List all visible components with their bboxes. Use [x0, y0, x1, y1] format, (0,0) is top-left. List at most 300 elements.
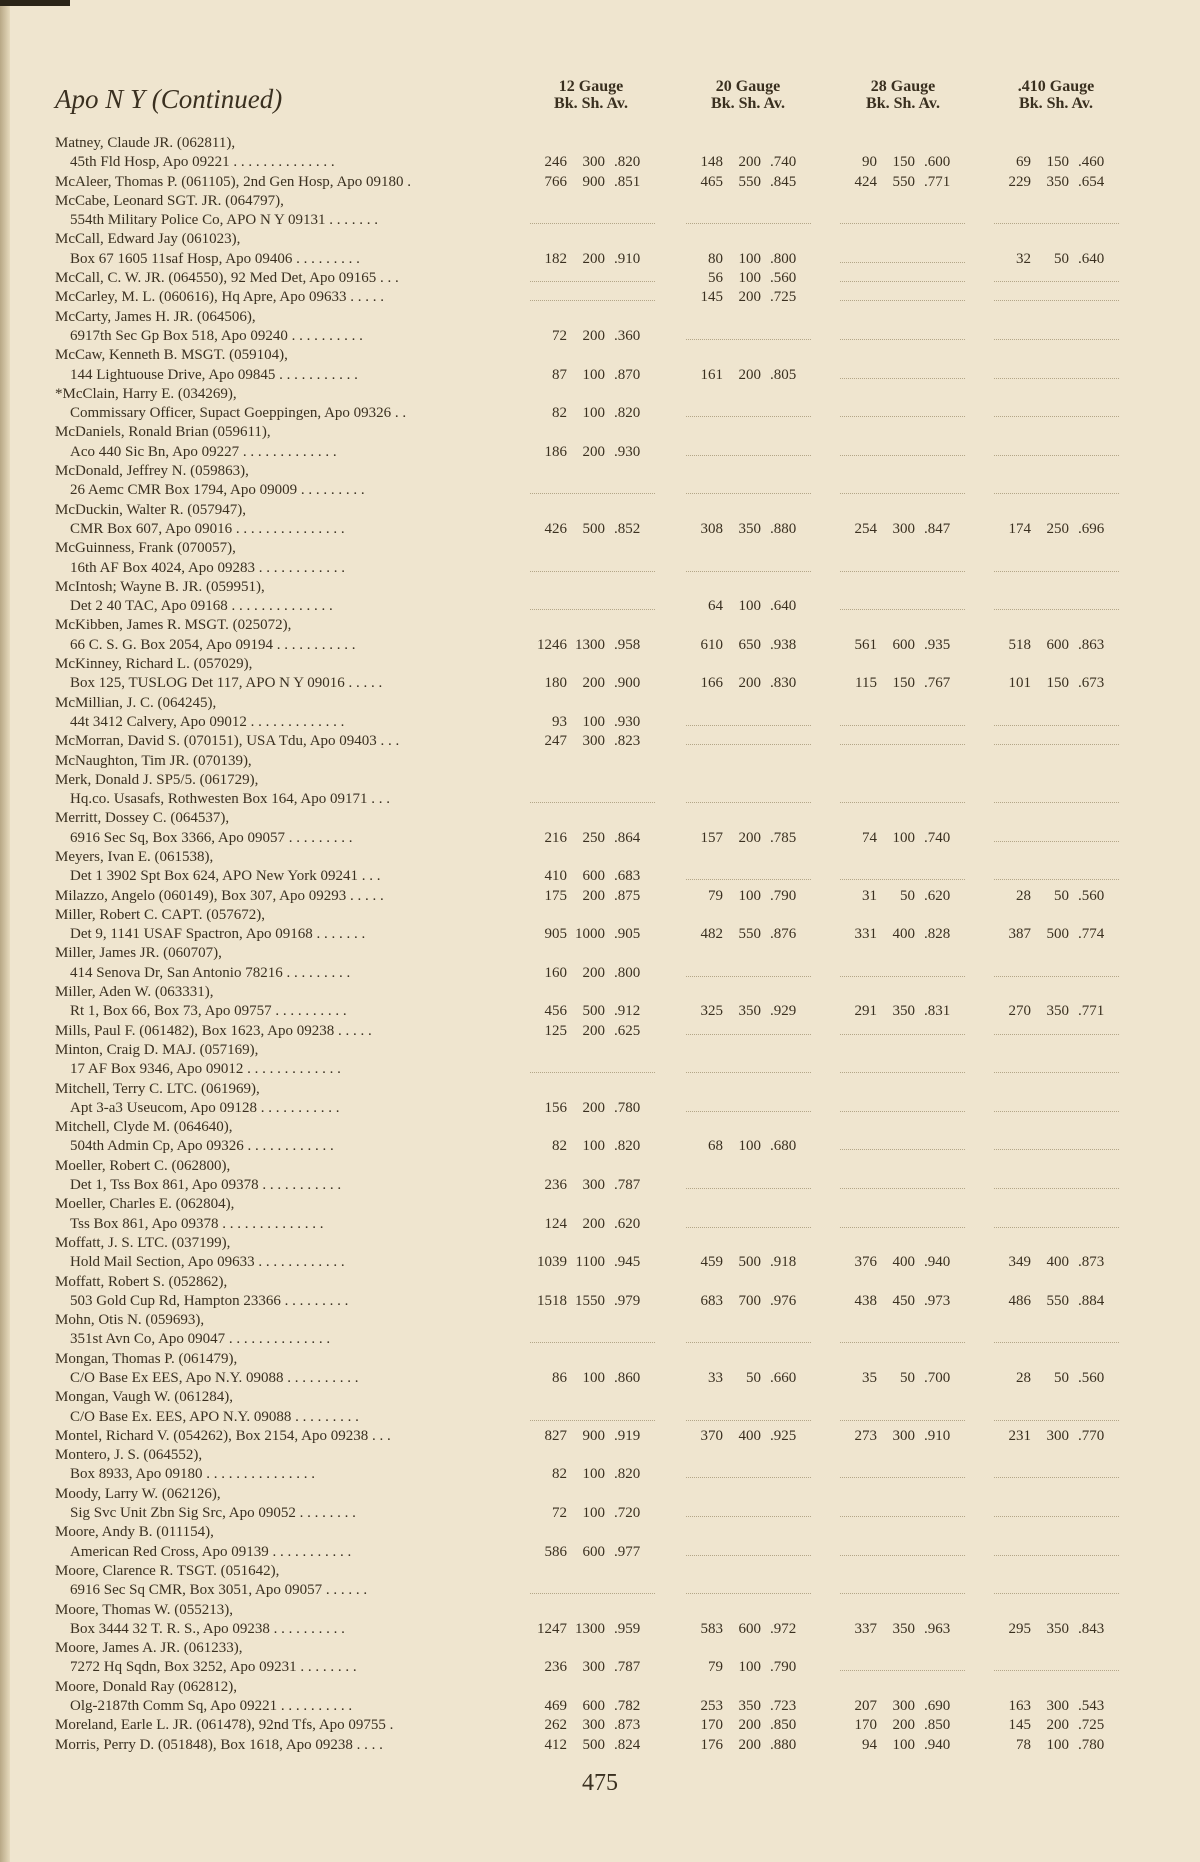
score-cell — [686, 636, 811, 655]
average-value: .723 — [770, 1698, 797, 1715]
broken-count: 273 — [854, 1427, 877, 1444]
score-cell — [840, 1736, 965, 1755]
listing-row — [0, 1388, 1200, 1407]
shot-count: 200 — [738, 829, 761, 846]
broken-count: 145 — [700, 289, 723, 306]
average-value: .972 — [770, 1620, 797, 1637]
score-cell — [840, 829, 965, 848]
score-cell — [530, 925, 655, 944]
score-cell — [686, 1292, 811, 1311]
entry-text: McCabe, Leonard SGT. JR. (064797), — [55, 192, 284, 209]
score-cell — [840, 887, 965, 906]
entry-text: CMR Box 607, Apo 09016 . . . . . . . . . . . . . . . — [70, 520, 345, 537]
broken-count: 170 — [700, 1717, 723, 1734]
listing-row — [0, 404, 1200, 423]
empty-score-cell — [994, 559, 1119, 572]
listing-row — [0, 597, 1200, 616]
average-value: .800 — [614, 964, 641, 981]
shot-count: 200 — [1046, 1717, 1069, 1734]
empty-score-cell — [994, 443, 1119, 456]
broken-count: 216 — [544, 829, 567, 846]
average-value: .945 — [614, 1254, 641, 1271]
average-value: .880 — [770, 520, 797, 537]
listing-row — [0, 1022, 1200, 1041]
average-value: .767 — [924, 675, 951, 692]
broken-count: 90 — [862, 154, 877, 171]
empty-score-cell — [686, 1465, 811, 1478]
listing-row — [0, 848, 1200, 867]
empty-score-cell — [686, 713, 811, 726]
listing-row — [0, 134, 1200, 153]
score-cell — [994, 1002, 1119, 1021]
gauge-header-28 — [838, 78, 968, 112]
empty-score-cell — [840, 1137, 965, 1150]
shot-count: 350 — [1046, 173, 1069, 190]
entry-text: Hold Mail Section, Apo 09633 . . . . . . . . . . . . — [70, 1254, 345, 1271]
page-corner-mark — [0, 0, 70, 6]
empty-score-cell — [530, 288, 655, 301]
entry-text: Mitchell, Terry C. LTC. (061969), — [55, 1080, 260, 1097]
score-cell — [994, 887, 1119, 906]
average-value: .875 — [614, 887, 641, 904]
broken-count: 683 — [700, 1292, 723, 1309]
entry-text: Moeller, Charles E. (062804), — [55, 1196, 235, 1213]
score-cell — [994, 173, 1119, 192]
score-cell — [530, 153, 655, 172]
score-cell — [686, 1716, 811, 1735]
empty-score-cell — [994, 211, 1119, 224]
average-value: .843 — [1078, 1620, 1105, 1637]
empty-score-cell — [994, 713, 1119, 726]
score-cell — [994, 1716, 1119, 1735]
average-value: .725 — [1078, 1717, 1105, 1734]
listing-row — [0, 1716, 1200, 1735]
shot-count: 450 — [892, 1292, 915, 1309]
broken-count: 1247 — [537, 1620, 567, 1637]
entry-text: Olg-2187th Comm Sq, Apo 09221 . . . . . . . . . . — [70, 1698, 353, 1715]
empty-score-cell — [840, 1330, 965, 1343]
shot-count: 500 — [582, 1003, 605, 1020]
entry-text: Minton, Craig D. MAJ. (057169), — [55, 1041, 259, 1058]
empty-score-cell — [994, 1215, 1119, 1228]
broken-count: 82 — [552, 1466, 567, 1483]
entry-text: McDuckin, Walter R. (057947), — [55, 501, 246, 518]
broken-count: 295 — [1008, 1620, 1031, 1637]
broken-count: 124 — [544, 1215, 567, 1232]
broken-count: 82 — [552, 405, 567, 422]
broken-count: 101 — [1008, 675, 1031, 692]
listing-row — [0, 1311, 1200, 1330]
entry-text: McCarty, James H. JR. (064506), — [55, 308, 256, 325]
shot-count: 1550 — [575, 1292, 605, 1309]
shot-count: 200 — [582, 443, 605, 460]
broken-count: 186 — [544, 443, 567, 460]
score-cell — [530, 1099, 655, 1118]
shot-count: 550 — [1046, 1292, 1069, 1309]
shot-count: 600 — [1046, 636, 1069, 653]
empty-score-cell — [994, 1408, 1119, 1421]
entry-text: Moody, Larry W. (062126), — [55, 1485, 221, 1502]
listing-row — [0, 1581, 1200, 1600]
shot-count: 50 — [1054, 887, 1069, 904]
shot-count: 300 — [582, 154, 605, 171]
shot-count: 400 — [892, 1254, 915, 1271]
score-cell — [686, 1736, 811, 1755]
entry-text: Det 1 3902 Spt Box 624, APO New York 09241 . . . — [70, 868, 381, 885]
average-value: .912 — [614, 1003, 641, 1020]
listing-row — [0, 346, 1200, 365]
average-value: .860 — [614, 1370, 641, 1386]
score-cell — [686, 1369, 811, 1388]
average-value: .774 — [1078, 926, 1105, 943]
average-value: .625 — [614, 1022, 641, 1039]
shot-count: 100 — [582, 713, 605, 730]
broken-count: 1246 — [537, 636, 567, 653]
entry-text: McAleer, Thomas P. (061105), 2nd Gen Hosp, Apo 09180 . — [55, 173, 412, 190]
score-cell — [840, 1292, 965, 1311]
shot-count: 150 — [892, 154, 915, 171]
listing-row — [0, 153, 1200, 172]
listing-row — [0, 1234, 1200, 1253]
shot-count: 200 — [582, 250, 605, 267]
broken-count: 68 — [708, 1138, 723, 1155]
broken-count: 610 — [700, 636, 723, 653]
empty-score-cell — [686, 867, 811, 880]
average-value: .830 — [770, 675, 797, 692]
gauge-header-sub: Bk. Sh. Av. — [866, 95, 940, 112]
broken-count: 426 — [544, 520, 567, 537]
average-value: .690 — [924, 1698, 951, 1715]
empty-score-cell — [686, 327, 811, 340]
average-value: .847 — [924, 520, 951, 537]
entry-text: C/O Base Ex. EES, APO N.Y. 09088 . . . . . . . . . — [70, 1408, 359, 1425]
average-value: .696 — [1078, 520, 1105, 537]
entry-text: Commissary Officer, Supact Goeppingen, Apo 09326 . . — [70, 405, 407, 422]
empty-score-cell — [530, 1330, 655, 1343]
entry-text: 6916 Sec Sq CMR, Box 3051, Apo 09057 . . . . . . — [70, 1582, 368, 1599]
score-cell — [686, 887, 811, 906]
shot-count: 600 — [582, 1543, 605, 1560]
listing-row — [0, 655, 1200, 674]
average-value: .820 — [614, 154, 641, 171]
entry-text: Box 3444 32 T. R. S., Apo 09238 . . . . . . . . . . — [70, 1620, 345, 1637]
average-value: .831 — [924, 1003, 951, 1020]
shot-count: 700 — [738, 1292, 761, 1309]
shot-count: 300 — [1046, 1427, 1069, 1444]
average-value: .640 — [1078, 250, 1105, 267]
average-value: .870 — [614, 366, 641, 383]
score-cell — [530, 250, 655, 269]
listing-row — [0, 1215, 1200, 1234]
score-cell — [530, 1716, 655, 1735]
empty-score-cell — [686, 559, 811, 572]
score-cell — [994, 520, 1119, 539]
empty-score-cell — [994, 732, 1119, 745]
empty-score-cell — [840, 1215, 965, 1228]
entry-text: Mitchell, Clyde M. (064640), — [55, 1119, 233, 1136]
entry-text: Sig Svc Unit Zbn Sig Src, Apo 09052 . . . . . . . . — [70, 1505, 356, 1522]
shot-count: 350 — [1046, 1620, 1069, 1637]
broken-count: 82 — [552, 1138, 567, 1155]
shot-count: 550 — [738, 173, 761, 190]
broken-count: 35 — [862, 1370, 877, 1386]
average-value: .958 — [614, 636, 641, 653]
broken-count: 160 — [544, 964, 567, 981]
average-value: .640 — [770, 598, 797, 615]
entry-text: McMillian, J. C. (064245), — [55, 694, 217, 711]
listing-row — [0, 1195, 1200, 1214]
average-value: .673 — [1078, 675, 1105, 692]
score-cell — [530, 964, 655, 983]
listing-row — [0, 867, 1200, 886]
shot-count: 100 — [892, 1736, 915, 1753]
average-value: .560 — [1078, 1370, 1105, 1386]
broken-count: 586 — [544, 1543, 567, 1560]
broken-count: 370 — [700, 1427, 723, 1444]
empty-score-cell — [994, 1060, 1119, 1073]
page-title: Apo N Y (Continued) — [55, 84, 283, 114]
gauge-header-sub: Bk. Sh. Av. — [1019, 95, 1093, 112]
average-value: .852 — [614, 520, 641, 537]
broken-count: 270 — [1008, 1003, 1031, 1020]
score-cell — [686, 925, 811, 944]
empty-score-cell — [840, 1022, 965, 1035]
empty-score-cell — [840, 597, 965, 610]
average-value: .850 — [924, 1717, 951, 1734]
broken-count: 766 — [544, 173, 567, 190]
listing-row — [0, 1427, 1200, 1446]
entry-text: Mohn, Otis N. (059693), — [55, 1312, 205, 1329]
broken-count: 518 — [1008, 636, 1031, 653]
shot-count: 650 — [738, 636, 761, 653]
score-cell — [686, 597, 811, 616]
score-cell — [530, 1427, 655, 1446]
broken-count: 262 — [544, 1717, 567, 1734]
shot-count: 300 — [582, 1177, 605, 1194]
entry-text: Mills, Paul F. (061482), Box 1623, Apo 09238 . . . . . — [55, 1022, 372, 1039]
shot-count: 100 — [738, 887, 761, 904]
shot-count: 100 — [738, 1659, 761, 1676]
broken-count: 33 — [708, 1370, 723, 1386]
empty-score-cell — [686, 443, 811, 456]
entry-text: 7272 Hq Sqdn, Box 3252, Apo 09231 . . . . . . . . — [70, 1659, 357, 1676]
listing-row — [0, 481, 1200, 500]
entry-text: Moore, James A. JR. (061233), — [55, 1640, 243, 1657]
average-value: .940 — [924, 1736, 951, 1753]
listing-row — [0, 771, 1200, 790]
score-cell — [840, 1620, 965, 1639]
listing-row — [0, 308, 1200, 327]
entry-text: 351st Avn Co, Apo 09047 . . . . . . . . . . . . . . — [70, 1331, 331, 1348]
entry-text: 414 Senova Dr, San Antonio 78216 . . . . . . . . . — [70, 964, 351, 981]
entry-text: Moore, Clarence R. TSGT. (051642), — [55, 1562, 280, 1579]
shot-count: 1300 — [575, 636, 605, 653]
entry-text: Morris, Perry D. (051848), Box 1618, Apo 09238 . . . . — [55, 1736, 383, 1753]
listing-row — [0, 1504, 1200, 1523]
shot-count: 500 — [1046, 926, 1069, 943]
entry-text: Miller, James JR. (060707), — [55, 945, 222, 962]
broken-count: 412 — [544, 1736, 567, 1753]
average-value: .873 — [1078, 1254, 1105, 1271]
empty-score-cell — [530, 1408, 655, 1421]
shot-count: 100 — [738, 250, 761, 267]
entry-text: 144 Lightuouse Drive, Apo 09845 . . . . . . . . . . . — [70, 366, 358, 383]
average-value: .930 — [614, 443, 641, 460]
listing-row — [0, 790, 1200, 809]
empty-score-cell — [840, 288, 965, 301]
empty-score-cell — [840, 481, 965, 494]
gauge-header-name: .410 Gauge — [1017, 78, 1095, 95]
listing-row — [0, 1658, 1200, 1677]
score-cell — [686, 288, 811, 307]
average-value: .976 — [770, 1292, 797, 1309]
shot-count: 200 — [738, 154, 761, 171]
listing-row — [0, 1292, 1200, 1311]
score-cell — [994, 1620, 1119, 1639]
score-cell — [686, 1002, 811, 1021]
shot-count: 250 — [582, 829, 605, 846]
average-value: .820 — [614, 405, 641, 422]
empty-score-cell — [530, 211, 655, 224]
broken-count: 229 — [1008, 173, 1031, 190]
entry-text: Matney, Claude JR. (062811), — [55, 135, 236, 151]
broken-count: 163 — [1008, 1698, 1031, 1715]
empty-score-cell — [994, 1176, 1119, 1189]
empty-score-cell — [686, 1176, 811, 1189]
listing-row — [0, 983, 1200, 1002]
listing-row — [0, 578, 1200, 597]
gauge-header-name: 28 Gauge — [870, 78, 936, 95]
broken-count: 182 — [544, 250, 567, 267]
score-cell — [530, 674, 655, 693]
entry-text: McCaw, Kenneth B. MSGT. (059104), — [55, 347, 288, 364]
listing-row — [0, 1176, 1200, 1195]
listing-row — [0, 1157, 1200, 1176]
empty-score-cell — [530, 1060, 655, 1073]
broken-count: 827 — [544, 1427, 567, 1444]
empty-score-cell — [686, 1215, 811, 1228]
score-cell — [530, 887, 655, 906]
broken-count: 583 — [700, 1620, 723, 1637]
empty-score-cell — [994, 1658, 1119, 1671]
listing-row — [0, 616, 1200, 635]
score-cell — [994, 1253, 1119, 1272]
shot-count: 150 — [892, 675, 915, 692]
broken-count: 166 — [700, 675, 723, 692]
listing-row — [0, 925, 1200, 944]
average-value: .977 — [614, 1543, 641, 1560]
listing-row — [0, 964, 1200, 983]
average-value: .876 — [770, 926, 797, 943]
shot-count: 50 — [1054, 1370, 1069, 1386]
listing-row — [0, 1639, 1200, 1658]
shot-count: 150 — [1046, 154, 1069, 171]
broken-count: 175 — [544, 887, 567, 904]
broken-count: 86 — [552, 1370, 567, 1386]
broken-count: 180 — [544, 675, 567, 692]
listing-row — [0, 1002, 1200, 1021]
score-cell — [686, 1620, 811, 1639]
listing-row — [0, 385, 1200, 404]
average-value: .660 — [770, 1370, 797, 1386]
empty-score-cell — [686, 481, 811, 494]
empty-score-cell — [686, 790, 811, 803]
listing-row — [0, 250, 1200, 269]
score-cell — [530, 636, 655, 655]
empty-score-cell — [686, 404, 811, 417]
listing-row — [0, 1041, 1200, 1060]
entry-text: Montel, Richard V. (054262), Box 2154, Apo 09238 . . . — [55, 1427, 391, 1444]
broken-count: 156 — [544, 1099, 567, 1116]
listing-row — [0, 173, 1200, 192]
average-value: .740 — [924, 829, 951, 846]
score-cell — [530, 327, 655, 346]
empty-score-cell — [994, 1099, 1119, 1112]
shot-count: 1300 — [575, 1620, 605, 1637]
listing-row — [0, 539, 1200, 558]
shot-count: 400 — [738, 1427, 761, 1444]
entry-text: Moffatt, J. S. LTC. (037199), — [55, 1234, 231, 1251]
average-value: .460 — [1078, 154, 1105, 171]
score-cell — [840, 1369, 965, 1388]
empty-score-cell — [840, 1099, 965, 1112]
score-cell — [530, 404, 655, 423]
shot-count: 100 — [582, 1370, 605, 1386]
score-cell — [530, 443, 655, 462]
entry-text: *McClain, Harry E. (034269), — [55, 385, 237, 402]
score-cell — [530, 1369, 655, 1388]
empty-score-cell — [840, 559, 965, 572]
score-cell — [686, 1427, 811, 1446]
score-cell — [530, 829, 655, 848]
shot-count: 50 — [746, 1370, 761, 1386]
score-cell — [840, 674, 965, 693]
score-cell — [530, 1292, 655, 1311]
score-cell — [530, 1697, 655, 1716]
empty-score-cell — [994, 481, 1119, 494]
average-value: .360 — [614, 327, 641, 344]
shot-count: 200 — [582, 675, 605, 692]
average-value: .863 — [1078, 636, 1105, 653]
average-value: .620 — [924, 887, 951, 904]
shot-count: 100 — [738, 598, 761, 615]
entry-text: McKinney, Richard L. (057029), — [55, 656, 253, 673]
score-cell — [686, 829, 811, 848]
score-cell — [530, 173, 655, 192]
shot-count: 350 — [1046, 1003, 1069, 1020]
empty-score-cell — [530, 559, 655, 572]
empty-score-cell — [686, 1060, 811, 1073]
empty-score-cell — [840, 1658, 965, 1671]
average-value: .959 — [614, 1620, 641, 1637]
entry-text: Moore, Thomas W. (055213), — [55, 1601, 234, 1618]
broken-count: 115 — [855, 675, 877, 692]
average-value: .900 — [614, 675, 641, 692]
entry-text: McCall, Edward Jay (061023), — [55, 231, 241, 248]
broken-count: 174 — [1008, 520, 1031, 537]
broken-count: 28 — [1016, 887, 1031, 904]
empty-score-cell — [994, 269, 1119, 282]
average-value: .940 — [924, 1254, 951, 1271]
empty-score-cell — [686, 1543, 811, 1556]
listing-row — [0, 1543, 1200, 1562]
shot-count: 900 — [582, 1427, 605, 1444]
broken-count: 28 — [1016, 1370, 1031, 1386]
entry-text: Merk, Donald J. SP5/5. (061729), — [55, 771, 259, 788]
broken-count: 78 — [1016, 1736, 1031, 1753]
entry-text: Aco 440 Sic Bn, Apo 09227 . . . . . . . . . . . . . — [70, 443, 337, 460]
listing-row — [0, 1099, 1200, 1118]
